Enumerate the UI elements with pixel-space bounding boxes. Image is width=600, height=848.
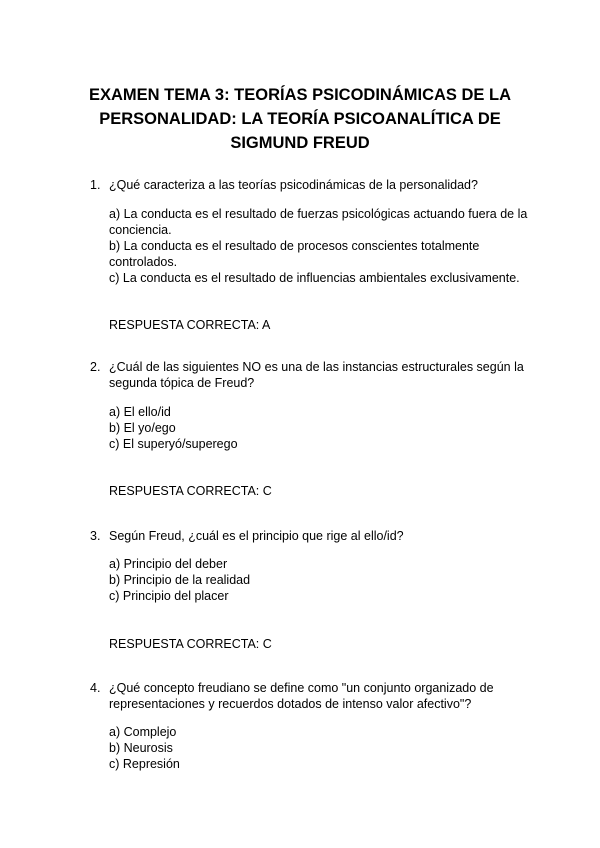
options-list — [109, 724, 529, 772]
option-line: b) El yo/ego — [109, 421, 176, 435]
question-text — [109, 359, 529, 391]
question-text-line: ¿Qué caracteriza a las teorías psicodinámicas de la personalidad? — [109, 178, 478, 192]
question-number: 3. — [90, 529, 101, 543]
options-list — [109, 556, 529, 604]
page-title — [60, 83, 540, 155]
question-text-line: ¿Cuál de las siguientes NO es una de las instancias estructurales según la — [109, 360, 524, 374]
option-line: a) La conducta es el resultado de fuerzas psicológicas actuando fuera de la — [109, 207, 528, 221]
options-list — [109, 206, 529, 286]
option-line: b) Principio de la realidad — [109, 573, 251, 587]
option-line: c) El superyó/superego — [109, 437, 238, 451]
title-line: PERSONALIDAD: LA TEORÍA PSICOANALÍTICA DE — [99, 110, 501, 128]
option-line: b) La conducta es el resultado de procesos conscientes totalmente — [109, 239, 480, 253]
question-text — [109, 177, 529, 193]
question-text-line: Según Freud, ¿cuál es el principio que rige al ello/id? — [109, 529, 404, 543]
option-line: a) El ello/id — [109, 405, 171, 419]
option-line: c) Principio del placer — [109, 589, 229, 603]
title-line: SIGMUND FREUD — [230, 134, 370, 152]
question-text — [109, 528, 529, 544]
option-line: c) Represión — [109, 757, 180, 771]
correct-answer: RESPUESTA CORRECTA: C — [109, 484, 272, 498]
options-list — [109, 404, 529, 452]
question-text-line: representaciones y recuerdos dotados de intenso valor afectivo"? — [109, 697, 472, 711]
question-text — [109, 680, 529, 712]
question-number: 1. — [90, 178, 101, 192]
correct-answer: RESPUESTA CORRECTA: A — [109, 318, 271, 332]
question-text-line: ¿Qué concepto freudiano se define como "un conjunto organizado de — [109, 681, 494, 695]
option-line: c) La conducta es el resultado de influencias ambientales exclusivamente. — [109, 271, 520, 285]
question-number: 2. — [90, 360, 101, 374]
question-number: 4. — [90, 681, 101, 695]
option-line: b) Neurosis — [109, 741, 173, 755]
option-line: a) Complejo — [109, 725, 177, 739]
option-line: conciencia. — [109, 223, 172, 237]
option-line: controlados. — [109, 255, 178, 269]
question-text-line: segunda tópica de Freud? — [109, 376, 255, 390]
title-line: EXAMEN TEMA 3: TEORÍAS PSICODINÁMICAS DE LA — [89, 86, 511, 104]
correct-answer: RESPUESTA CORRECTA: C — [109, 637, 272, 651]
option-line: a) Principio del deber — [109, 557, 228, 571]
